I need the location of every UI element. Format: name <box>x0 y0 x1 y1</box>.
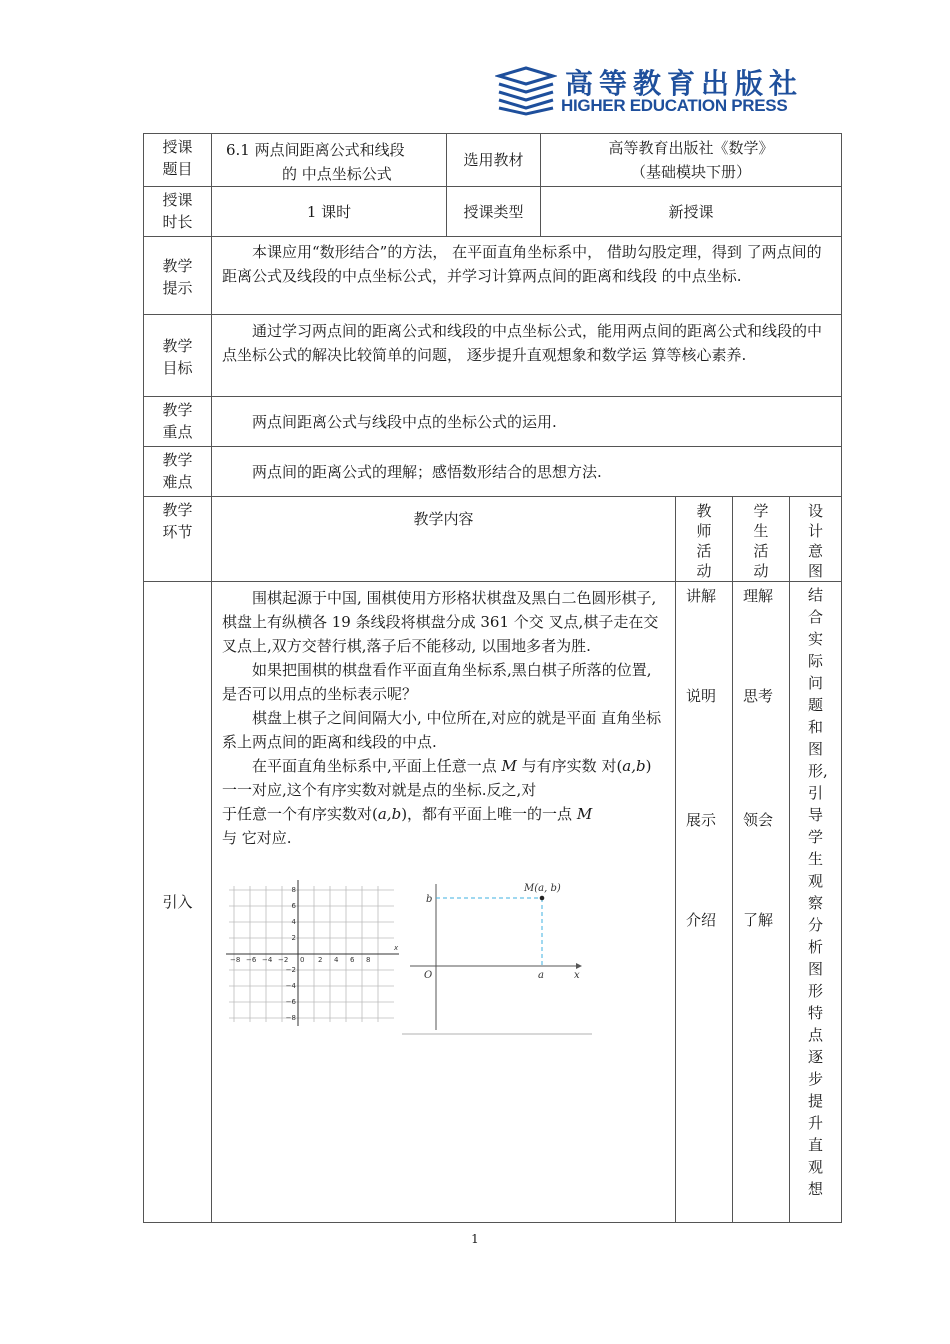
topic-value <box>212 134 447 187</box>
row-topic <box>144 134 842 187</box>
point-b-label: b <box>426 894 433 905</box>
grid-x-tick: 6 <box>350 956 355 964</box>
duration-value: 1 课时 <box>212 187 447 237</box>
key-text: 两点间距离公式与线段中点的坐标公式的运用. <box>212 397 842 447</box>
header-content: 教学内容 <box>212 497 676 582</box>
row-section-header <box>144 497 842 582</box>
student-activity: 了解 <box>743 911 774 929</box>
lesson-plan-table <box>143 133 842 1223</box>
grid-x-tick: 8 <box>366 956 371 964</box>
grid-x-tick: 0 <box>300 956 305 964</box>
grid-y-tick: −8 <box>285 1014 296 1022</box>
teacher-activity: 展示 <box>686 811 717 829</box>
difficulty-text: 两点间的距离公式的理解；感悟数形结合的思想方法. <box>212 447 842 497</box>
hint-text: 本课应用“数形结合”的方法， 在平面直角坐标系中， 借助勾股定理，得到 了两点间的距离公式及线段的中点坐标公式，并学习计算两点间的距离和线段 的中点坐标. <box>212 237 842 315</box>
grid-x-tick: −8 <box>230 956 241 964</box>
label-duration: 授课时长 <box>144 187 212 237</box>
label-section: 教学环节 <box>144 497 212 582</box>
publisher-name-en: HIGHER EDUCATION PRESS <box>561 96 788 115</box>
label-textbook: 选用教材 <box>447 134 541 187</box>
intro-p1: 围棋起源于中国, 围棋使用方形格状棋盘及黑白二色圆形棋子,棋盘上有纵横各 19 条线段将棋盘分成 361 个交 叉点,棋子走在交叉点上,双方交替行棋,落子后不能移动, 以围地多者为胜. <box>222 589 659 655</box>
teacher-activities <box>676 582 733 1223</box>
type-value: 新授课 <box>541 187 842 237</box>
grid-x-tick: 4 <box>334 956 339 964</box>
label-hint: 教学提示 <box>144 237 212 315</box>
student-activity: 思考 <box>743 687 774 705</box>
grid-y-tick: 6 <box>291 902 296 910</box>
intro-p5: 于任意一个有序实数对(a,b)，都有平面上唯一的一点 M 与 它对应. <box>222 805 593 847</box>
row-key <box>144 397 842 447</box>
hep-logo-icon <box>495 64 557 116</box>
grid-y-tick: 8 <box>291 886 296 894</box>
row-goal <box>144 315 842 397</box>
grid-y-tick: 2 <box>291 934 296 942</box>
student-activity: 领会 <box>743 811 774 829</box>
student-activities <box>733 582 790 1223</box>
publisher-logo <box>495 62 810 120</box>
grid-y-tick: −6 <box>285 998 296 1006</box>
teacher-activity: 讲解 <box>686 587 717 605</box>
header-student: 学生活动 <box>733 497 790 582</box>
design-intent: 结合实际问题和图形,引导学生观察分析图形特点逐步提升直观想 <box>790 582 842 1223</box>
label-difficulty: 教学难点 <box>144 447 212 497</box>
row-difficulty <box>144 447 842 497</box>
label-topic: 授课题目 <box>144 134 212 187</box>
grid-y-tick: 4 <box>291 918 296 926</box>
point-a-label: a <box>538 970 544 981</box>
page-number: 1 <box>471 1232 479 1246</box>
topic-line1: 6.1 两点间距离公式和线段 <box>226 141 405 159</box>
row-hint <box>144 237 842 315</box>
student-activity: 理解 <box>743 587 774 605</box>
grid-y-tick: −2 <box>285 966 296 974</box>
grid-x-tick: −6 <box>246 956 257 964</box>
intro-p4: 在平面直角坐标系中,平面上任意一点 M 与有序实数 对(a,b)一一对应,这个有序实数对就是点的坐标.反之,对 <box>222 757 652 799</box>
grid-x-tick: −4 <box>262 956 273 964</box>
intro-p3: 棋盘上棋子之间间隔大小, 中位所在,对应的就是平面 直角坐标系上两点间的距离和线段的中点. <box>222 709 662 751</box>
label-goal: 教学目标 <box>144 315 212 397</box>
label-intro: 引入 <box>144 582 212 1223</box>
textbook-value <box>541 134 842 187</box>
x-axis-label: x <box>574 970 580 981</box>
point-m-label: M(a, b) <box>524 883 561 894</box>
textbook-line1: 高等教育出版社《数学》 <box>608 139 774 157</box>
row-duration <box>144 187 842 237</box>
row-intro <box>144 582 842 1223</box>
publisher-name-cn: 高等教育出版社 <box>565 67 804 100</box>
intro-p2: 如果把围棋的棋盘看作平面直角坐标系,黑白棋子所落的位置,是否可以用点的坐标表示呢？ <box>222 661 652 703</box>
grid-x-tick: 2 <box>318 956 323 964</box>
grid-coordinate-figure <box>224 878 404 1028</box>
goal-text: 通过学习两点间的距离公式和线段的中点坐标公式，能用两点间的距离公式和线段的中点坐标公式的解决比较简单的问题， 逐步提升直观想象和数学运 算等核心素养. <box>212 315 842 397</box>
grid-x-tick: −2 <box>278 956 289 964</box>
label-key: 教学重点 <box>144 397 212 447</box>
point-m-figure <box>402 878 592 1038</box>
intro-content <box>212 582 676 1223</box>
teacher-activity: 介绍 <box>686 911 717 929</box>
label-type: 授课类型 <box>447 187 541 237</box>
grid-x-label: x <box>394 944 399 952</box>
grid-y-tick: −4 <box>285 982 296 990</box>
origin-label: O <box>424 970 433 981</box>
textbook-line2: （基础模块下册） <box>631 163 752 181</box>
teacher-activity: 说明 <box>686 687 717 705</box>
topic-line2: 的 中点坐标公式 <box>282 165 392 183</box>
header-design: 设计意图 <box>790 497 842 582</box>
header-teacher: 教师活动 <box>676 497 733 582</box>
